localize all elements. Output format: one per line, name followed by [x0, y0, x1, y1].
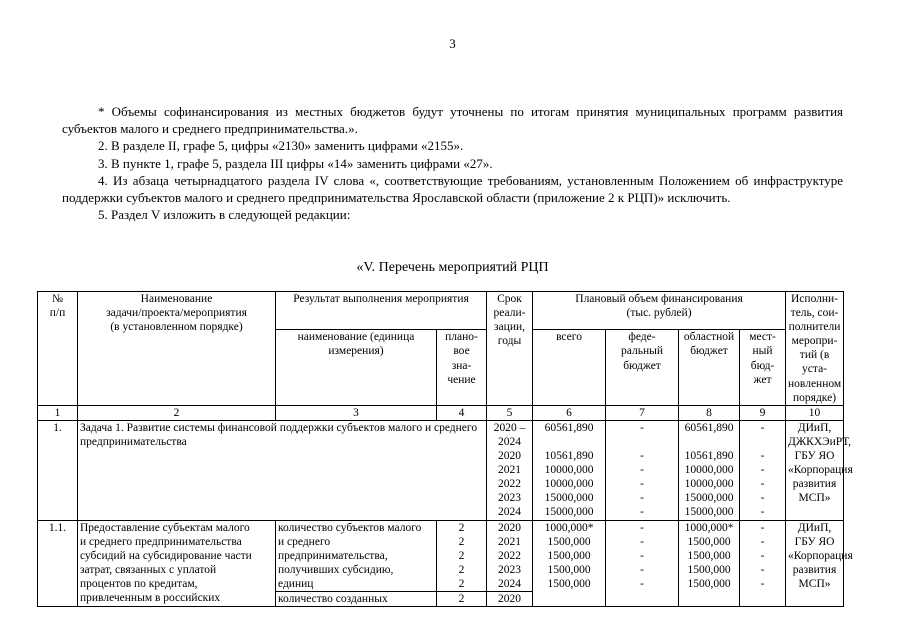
header-result-plan: плано- вое зна- чение [437, 330, 487, 405]
regional-cell: 60561,890 10561,890 10000,000 10000,000 15000,000 15000,000 [679, 420, 740, 520]
total-cell: 60561,890 10561,890 10000,000 10000,000 15000,000 15000,000 [533, 420, 606, 520]
header-regional: областной бюджет [679, 330, 740, 405]
plan-value: 2 [437, 591, 487, 606]
table-row [38, 520, 844, 591]
section-title: «V. Перечень мероприятий РЦП [356, 260, 549, 275]
column-number: 8 [679, 405, 740, 420]
column-number: 1 [38, 405, 78, 420]
header-num: № п/п [38, 292, 78, 406]
row-number: 1.1. [38, 520, 78, 607]
local-cell: - - - - - [740, 520, 786, 607]
header-local: мест- ный бюд- жет [740, 330, 786, 405]
task-name: Задача 1. Развитие системы финансовой поддержки субъектов малого и среднего предпринимательства [78, 420, 487, 520]
paragraph-2: 2. В разделе II, графе 5, цифры «2130» заменить цифрами «2155». [98, 138, 464, 154]
header-result: Результат выполнения мероприятия [276, 292, 487, 330]
header-term: Срок реали- зации, годы [487, 292, 533, 406]
column-number-row [38, 405, 844, 420]
paragraph-4: 4. Из абзаца четырнадцатого раздела IV слова «, соответствующие требованиям, установленным Положением об инфраструктуре поддержки субъектов малого и среднего предпринимательства Ярославской области (приложение 2 к РЦП)» исключить. [62, 172, 843, 206]
local-cell: - - - - - - [740, 420, 786, 520]
years-cell: 2020 – 2024 2020 2021 2022 2023 2024 [487, 420, 533, 520]
column-number: 10 [786, 405, 844, 420]
paragraph-3: 3. В пункте 1, графе 5, раздела III цифры «14» заменить цифрами «27». [98, 155, 493, 171]
header-name: Наименование задачи/проекта/мероприятия (в установленном порядке) [78, 292, 276, 406]
executor-cell: ДИиП, ГБУ ЯО «Корпорация развития МСП» [786, 520, 844, 607]
total-cell: 1000,000* 1500,000 1500,000 1500,000 1500,000 [533, 520, 606, 607]
result-name: количество субъектов малого и среднего предпринимательства, получивших субсидию, единиц [276, 520, 437, 591]
header-executor: Исполни- тель, сои- полнители меропри- тий (в уста- новленном порядке) [786, 292, 844, 406]
body-text [62, 103, 843, 223]
column-number: 6 [533, 405, 606, 420]
column-number: 3 [276, 405, 437, 420]
federal-cell: - - - - - [606, 520, 679, 607]
header-row-1 [38, 292, 844, 330]
column-number: 5 [487, 405, 533, 420]
column-number: 7 [606, 405, 679, 420]
years-cell: 2020 2021 2022 2023 2024 [487, 520, 533, 591]
measure-name: Предоставление субъектам малого и среднего предпринимательства субсидий на субсидирование части затрат, связанных с уплатой процентов по кредитам, привлеченным в российских [78, 520, 276, 607]
header-federal: феде- ральный бюджет [606, 330, 679, 405]
result-name: количество созданных [276, 591, 437, 606]
header-total: всего [533, 330, 606, 405]
year-cell: 2020 [487, 591, 533, 606]
header-result-name: наименование (единица измерения) [276, 330, 437, 405]
page-number: 3 [449, 36, 456, 51]
column-number: 9 [740, 405, 786, 420]
plan-values: 2 2 2 2 2 [437, 520, 487, 591]
row-number: 1. [38, 420, 78, 520]
table-row [38, 420, 844, 520]
regional-cell: 1000,000* 1500,000 1500,000 1500,000 1500,000 [679, 520, 740, 607]
paragraph-footnote: * Объемы софинансирования из местных бюджетов будут уточнены по итогам принятия муниципальных программ развития субъектов малого и среднего предпринимательства.». [62, 104, 843, 137]
column-number: 4 [437, 405, 487, 420]
paragraph-5: 5. Раздел V изложить в следующей редакции: [98, 207, 351, 223]
column-number: 2 [78, 405, 276, 420]
header-funding: Плановый объем финансирования (тыс. рублей) [533, 292, 786, 330]
executor-cell: ДИиП, ДЖКХЭиРТ, ГБУ ЯО «Корпорация развития МСП» [786, 420, 844, 520]
federal-cell: - - - - - - [606, 420, 679, 520]
measures-table [37, 291, 853, 607]
